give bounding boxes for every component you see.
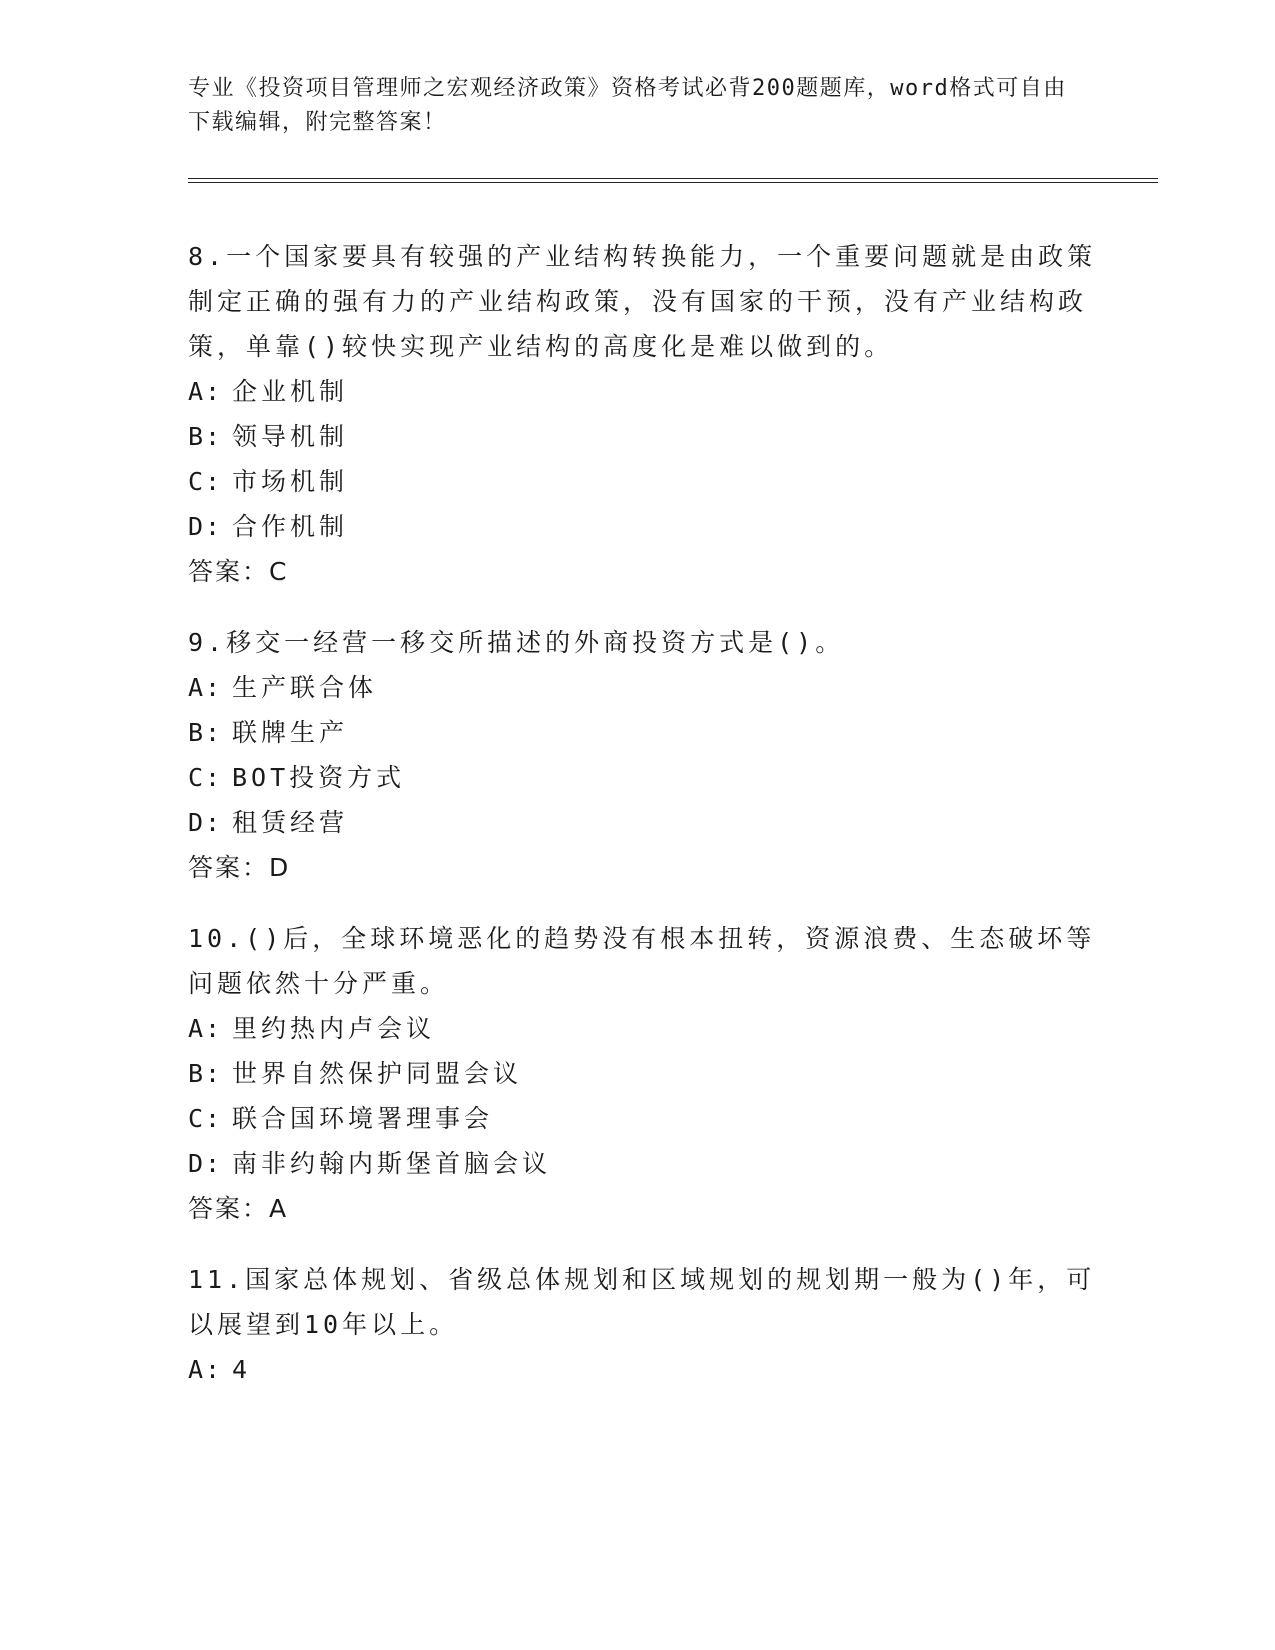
option-b (188, 710, 1108, 755)
question-list (188, 234, 1108, 1418)
question-stem: 8.一个国家要具有较强的产业结构转换能力，一个重要问题就是由政策制定正确的强有力的产业结构政策，没有国家的干预，没有产业结构政策，单靠()较快实现产业结构的高度化是难以做到的。 (188, 242, 1097, 361)
question-9 (188, 620, 1108, 890)
question-10 (188, 916, 1108, 1231)
option-letter: D: (188, 1149, 223, 1178)
option-text: 领导机制 (232, 422, 349, 451)
option-text: 里约热内卢会议 (232, 1014, 436, 1043)
option-a (188, 1347, 1108, 1392)
option-c (188, 459, 1108, 504)
answer-line: 答案：A (188, 1194, 289, 1223)
question-stem: 9.移交一经营一移交所描述的外商投资方式是()。 (188, 628, 845, 657)
option-letter: D: (188, 512, 223, 541)
option-text: 合作机制 (232, 512, 349, 541)
option-a (188, 1006, 1108, 1051)
option-c (188, 1096, 1108, 1141)
option-letter: A: (188, 377, 223, 406)
option-text: 世界自然保护同盟会议 (232, 1059, 523, 1088)
option-d (188, 1141, 1108, 1186)
option-letter: B: (188, 1059, 223, 1088)
option-letter: B: (188, 422, 223, 451)
option-d (188, 800, 1108, 845)
question-stem: 11.国家总体规划、省级总体规划和区域规划的规划期一般为()年，可以展望到10年以上。 (188, 1265, 1096, 1339)
option-letter: C: (188, 467, 223, 496)
option-text: 南非约翰内斯堡首脑会议 (232, 1149, 552, 1178)
option-a (188, 665, 1108, 710)
question-8 (188, 234, 1108, 594)
option-letter: C: (188, 763, 223, 792)
option-text: 生产联合体 (232, 673, 378, 702)
option-letter: D: (188, 808, 223, 837)
question-11 (188, 1257, 1108, 1392)
option-b (188, 1051, 1108, 1096)
option-letter: C: (188, 1104, 223, 1133)
option-text: 企业机制 (232, 377, 349, 406)
option-text: BOT投资方式 (232, 763, 406, 792)
header-divider (188, 178, 1158, 183)
option-letter: B: (188, 718, 223, 747)
option-text: 联牌生产 (232, 718, 349, 747)
option-b (188, 414, 1108, 459)
option-d (188, 504, 1108, 549)
question-stem: 10.()后，全球环境恶化的趋势没有根本扭转，资源浪费、生态破坏等问题依然十分严重。 (188, 924, 1096, 998)
option-text: 联合国环境署理事会 (232, 1104, 494, 1133)
document-header: 专业《投资项目管理师之宏观经济政策》资格考试必背200题题库，word格式可自由下载编辑，附完整答案！ (188, 76, 1067, 135)
option-text: 市场机制 (232, 467, 349, 496)
option-text: 租赁经营 (232, 808, 349, 837)
option-a (188, 369, 1108, 414)
option-letter: A: (188, 673, 223, 702)
option-text: 4 (232, 1355, 252, 1384)
option-letter: A: (188, 1355, 223, 1384)
option-letter: A: (188, 1014, 223, 1043)
option-c (188, 755, 1108, 800)
answer-line: 答案：C (188, 557, 289, 586)
answer-line: 答案：D (188, 853, 291, 882)
